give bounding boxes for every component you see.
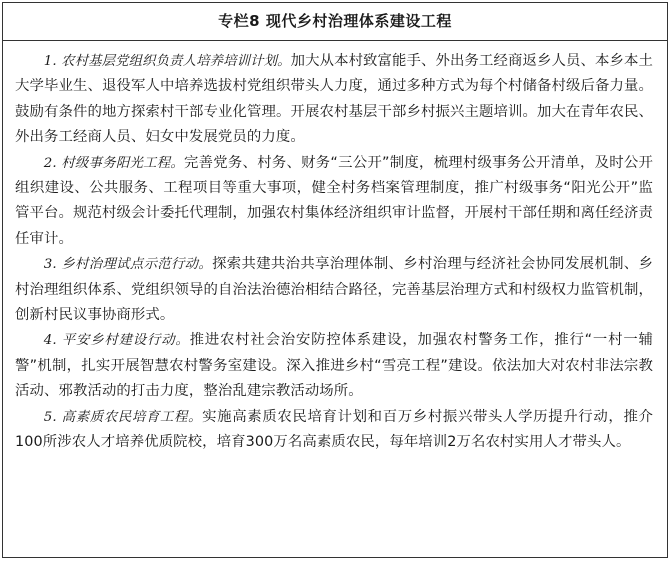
item-3-body: 探索共建共治共享治理体制、乡村治理与经济社会协同发展机制、乡村治理组织体系、党组织领导的自治法治德治相结合路径，完善基层治理方式和村级权力监管机制，创新村民议事协商形式。 bbox=[15, 256, 653, 324]
item-2-heading: 2. 村级事务阳光工程。 bbox=[43, 155, 185, 171]
item-1-body: 加大从本村致富能手、外出务工经商返乡人员、本乡本土大学毕业生、退役军人中培养选拔村党组织带头人力度，通过多种方式为每个村储备村级后备力量。鼓励有条件的地方探索村干部专业化管理。开展农村基层干部乡村振兴主题培训。加大在青年农民、外出务工经商人员、妇女中发展党员的力度。 bbox=[15, 53, 653, 146]
item-1 bbox=[15, 49, 653, 151]
item-4 bbox=[15, 328, 653, 404]
item-3 bbox=[15, 252, 653, 328]
item-3-heading: 3. 乡村治理试点示范行动。 bbox=[43, 257, 213, 273]
item-5 bbox=[15, 405, 653, 456]
item-2-body: 完善党务、村务、财务“三公开”制度，梳理村级事务公开清单，及时公开组织建设、公共服务、工程项目等重大事项，健全村务档案管理制度，推广村级事务“阳光公开”监管平台。规范村级会计委托代理制，加强农村集体经济组织审计监督，开展村干部任期和离任经济责任审计。 bbox=[15, 154, 654, 247]
feature-box bbox=[2, 2, 668, 558]
item-1-heading: 1. 农村基层党组织负责人培养培训计划。 bbox=[43, 54, 291, 69]
item-2 bbox=[15, 151, 653, 253]
box-title: 专栏8 现代乡村治理体系建设工程 bbox=[3, 3, 667, 41]
item-4-heading: 4. 平安乡村建设行动。 bbox=[43, 333, 190, 349]
item-5-body: 实施高素质农民培育计划和百万乡村振兴带头人学历提升行动，推介100所涉农人才培养优质院校，培育300万名高素质农民，每年培训2万名农村实用人才带头人。 bbox=[15, 408, 653, 451]
box-content bbox=[3, 41, 667, 456]
item-5-heading: 5. 高素质农民培育工程。 bbox=[43, 409, 203, 425]
item-4-body: 推进农村社会治安防控体系建设，加强农村警务工作，推行“一村一辅警”机制，扎实开展智慧农村警务室建设。深入推进乡村“雪亮工程”建设。依法加大对农村非法宗教活动、邪教活动的打击力度，整治乱建宗教活动场所。 bbox=[15, 332, 653, 400]
